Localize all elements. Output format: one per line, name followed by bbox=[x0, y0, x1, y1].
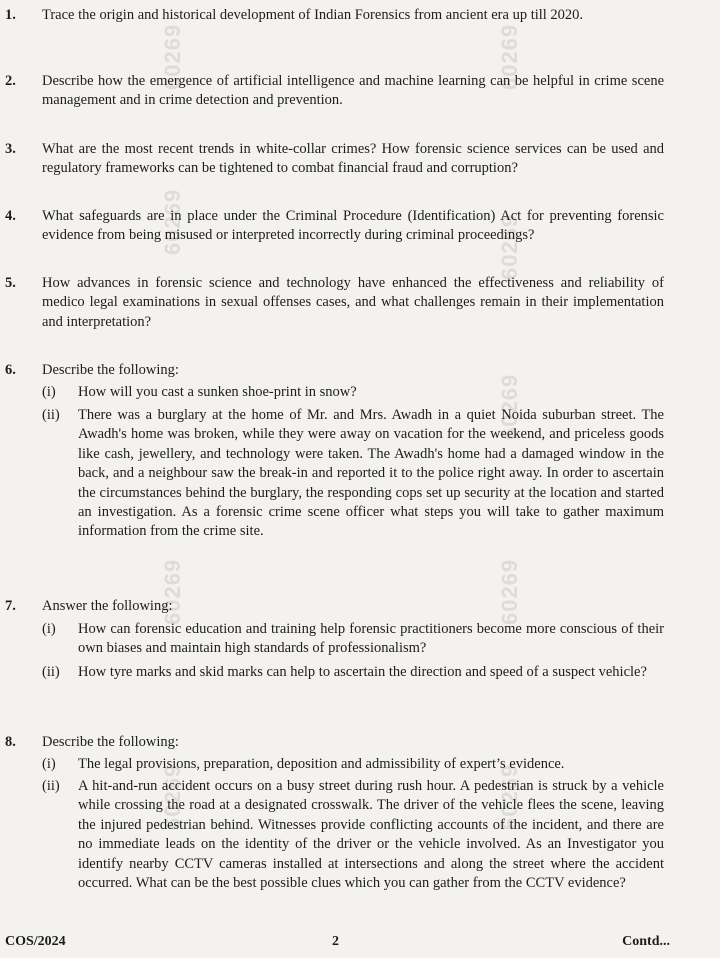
watermark: 60269 bbox=[160, 188, 185, 255]
question-number: 3. bbox=[5, 141, 16, 157]
subquestion-text: How will you cast a sunken shoe-print in snow? bbox=[78, 384, 357, 400]
subquestion-label: (ii) bbox=[42, 778, 60, 794]
watermark: 60269 bbox=[497, 213, 522, 280]
subquestion-label: (ii) bbox=[42, 407, 60, 423]
subquestion-label: (i) bbox=[42, 621, 56, 637]
watermark: 60269 bbox=[497, 23, 522, 90]
question-number: 5. bbox=[5, 275, 16, 291]
question-text: Trace the origin and historical development of Indian Forensics from ancient era up till 2020. bbox=[42, 7, 584, 23]
question-text: Describe the following: bbox=[42, 362, 179, 378]
paper-code: COS/2024 bbox=[5, 934, 66, 949]
watermark: 60269 bbox=[497, 558, 522, 625]
subquestion-label: (i) bbox=[42, 384, 56, 400]
watermark: 60269 bbox=[497, 373, 522, 440]
subquestion-text: How tyre marks and skid marks can help to ascertain the direction and speed of a suspect vehicle? bbox=[78, 664, 647, 680]
question-text: Describe the following: bbox=[42, 734, 179, 750]
watermark: 60269 bbox=[497, 763, 522, 830]
subquestion-text: There was a burglary at the home of Mr. and Mrs. Awadh in a quiet Noida suburban street. The Awadh's home was broken, while they were away on vacation for the weekend, and priceless goods like cash, jewellery, and technology were taken. The Awadh's home had a damaged window in the back, and a neighbour saw the break-in and reported it to the police right away. In order to ascertain the circumstances behind the burglary, the responding cops set up security at the location and started an investigation. As a forensic crime scene officer what steps you will take to gather maximum information from the crime site. bbox=[78, 407, 664, 540]
question-number: 4. bbox=[5, 208, 16, 224]
watermark: 60269 bbox=[160, 558, 185, 625]
question-text: Answer the following: bbox=[42, 598, 173, 614]
watermark: 60269 bbox=[160, 23, 185, 90]
page-number: 2 bbox=[332, 934, 339, 949]
subquestion-text: A hit-and-run accident occurs on a busy street during rush hour. A pedestrian is struck by a vehicle while crossing the road at a designated crosswalk. The driver of the vehicle flees the scene, leaving the injured pedestrian behind. Witnesses provide conflicting accounts of the incident, and there are no immediate leads on the identity of the driver or the vehicle involved. As an Investigator you identify nearby CCTV cameras installed at intersections and along the street where the accident occurred. What can be the best possible clues which you can gather from the CCTV evidence? bbox=[78, 778, 664, 892]
page-footer bbox=[0, 934, 720, 956]
question-number: 7. bbox=[5, 598, 16, 614]
question-text: What safeguards are in place under the Criminal Procedure (Identification) Act for preventing forensic evidence from being misused or interpreted incorrectly during criminal proceedings? bbox=[42, 208, 664, 244]
question-number: 8. bbox=[5, 734, 16, 750]
question-text: Describe how the emergence of artificial intelligence and machine learning can be helpful in crime scene management and in crime detection and prevention. bbox=[42, 73, 664, 109]
question-number: 6. bbox=[5, 362, 16, 378]
question-text: How advances in forensic science and technology have enhanced the effectiveness and reliability of medico legal examinations in sexual offenses cases, and what challenges remain in their implementation and interpretation? bbox=[42, 275, 664, 330]
subquestion-label: (i) bbox=[42, 756, 56, 772]
question-number: 2. bbox=[5, 73, 16, 89]
subquestion-label: (ii) bbox=[42, 664, 60, 680]
question-number: 1. bbox=[5, 7, 16, 23]
question-text: What are the most recent trends in white-collar crimes? How forensic science services can be used and regulatory frameworks can be tightened to combat financial fraud and corruption? bbox=[42, 141, 664, 177]
contd-label: Contd... bbox=[622, 934, 670, 949]
subquestion-text: The legal provisions, preparation, deposition and admissibility of expert’s evidence. bbox=[78, 756, 565, 772]
watermark: 60269 bbox=[160, 763, 185, 830]
subquestion-text: How can forensic education and training help forensic practitioners become more conscious of their own biases and maintain high standards of professionalism? bbox=[78, 621, 664, 657]
